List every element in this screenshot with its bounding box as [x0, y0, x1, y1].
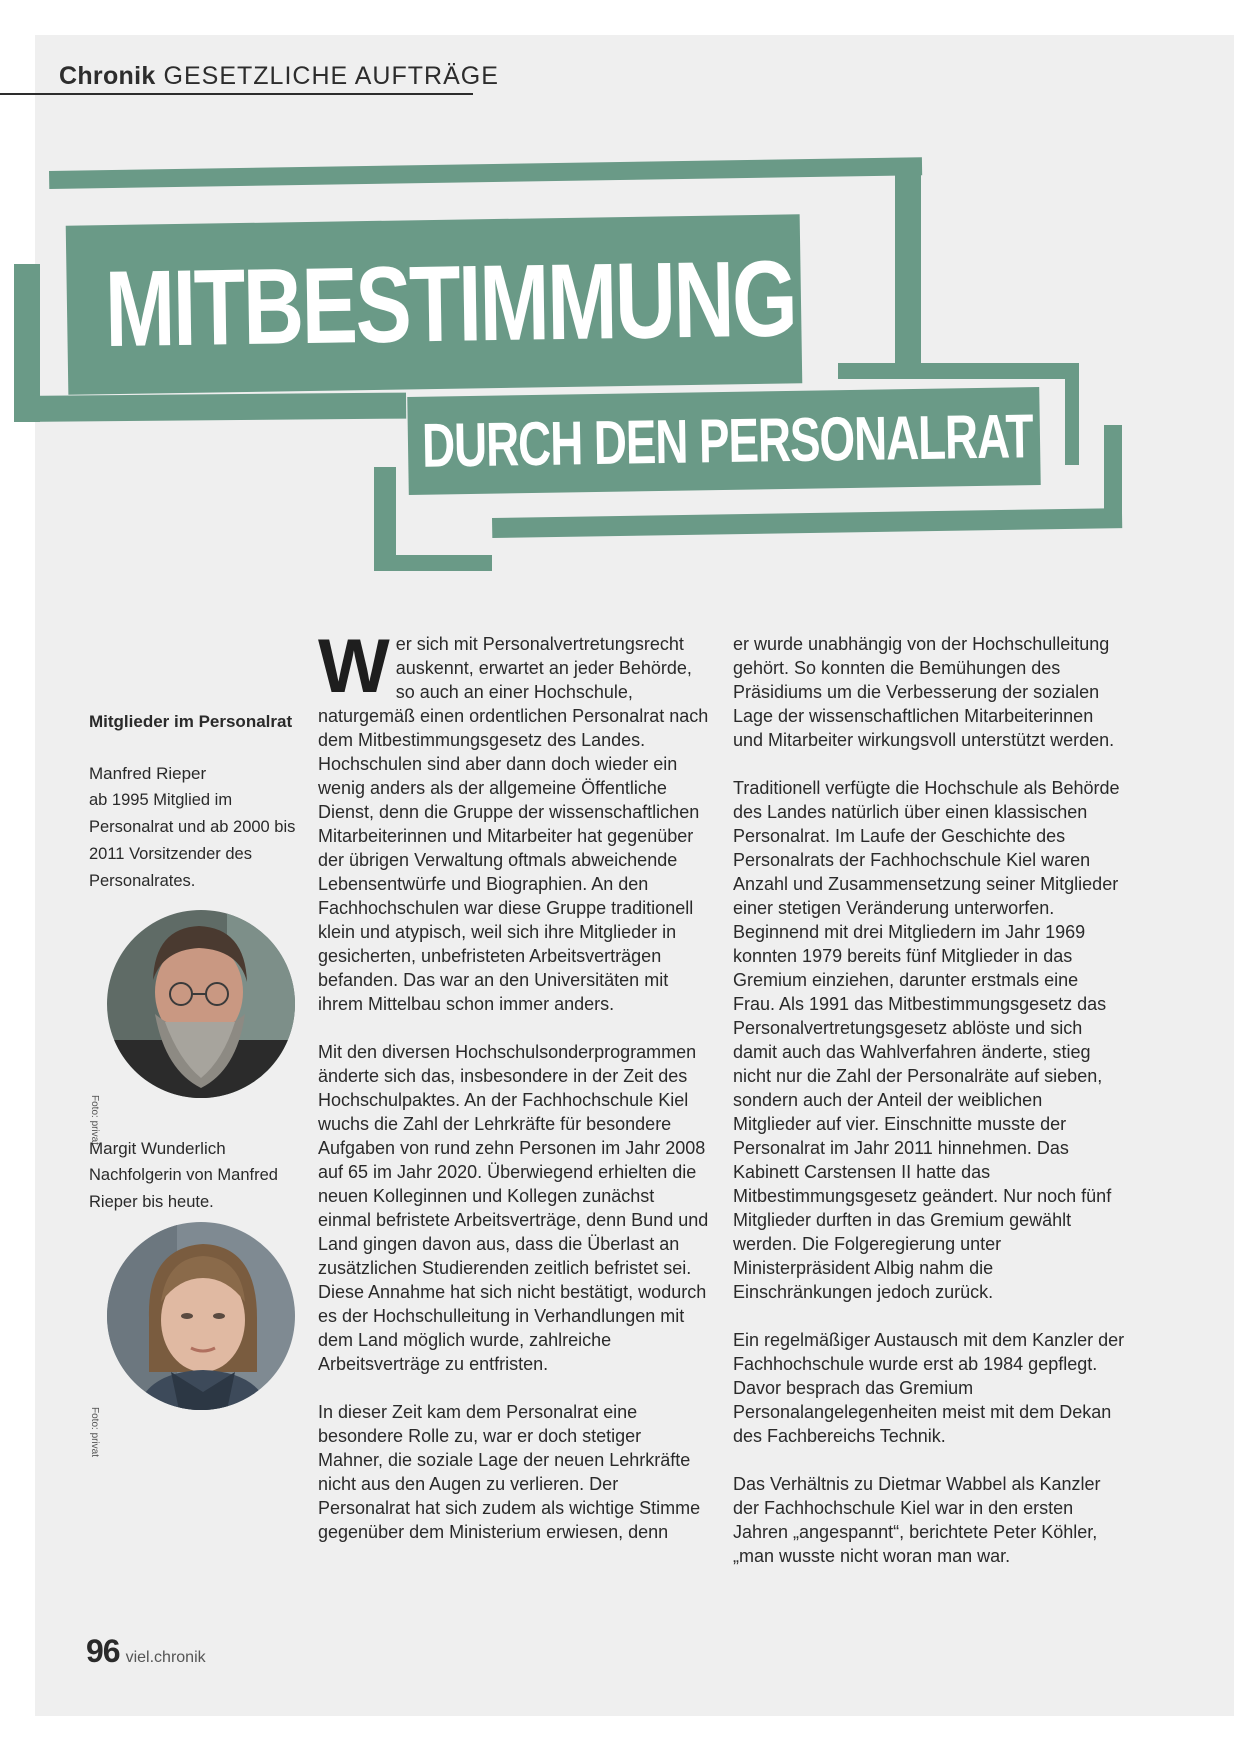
article-paragraph: In dieser Zeit kam dem Personalrat eine besondere Rolle zu, war er doch stetiger Mahner, die soziale Lage der neuen Lehrkräfte nicht aus den Augen zu verlieren. Der Personalrat hat sich zudem als wichtige Stimme gegenüber dem Ministerium erwiesen, denn: [318, 1402, 701, 1542]
frame-bar-right-top: [895, 158, 921, 363]
portrait-photo-2: [107, 1222, 295, 1410]
title-block-1: [66, 214, 803, 395]
frame-bar-bottom-left: [374, 467, 396, 569]
article-paragraph: er wurde unabhängig von der Hochschulleitung gehört. So konnten die Bemühungen des Präsidiums um die Verbesserung der sozialen Lage der wissenschaftlichen Mitarbeiterinnen und Mitarbeiter wirkungsvoll unterstützt werden.: [733, 634, 1115, 750]
member-2: [89, 1135, 299, 1216]
portrait-photo-1: [107, 910, 295, 1098]
frame-bar-right-mid: [1065, 363, 1079, 465]
section-label: Chronik: [59, 62, 156, 90]
member-name: Margit Wunderlich: [89, 1139, 226, 1158]
article-paragraph: [318, 624, 710, 1016]
member-name: Manfred Rieper: [89, 764, 207, 783]
title-sub: DURCH DEN PERSONALRAT: [421, 402, 1034, 481]
member-description: Nachfolgerin von Manfred Rieper bis heute.: [89, 1166, 278, 1211]
article-paragraph: Mit den diversen Hochschulsonderprogrammen änderte sich das, insbesondere in der Zeit des Hochschulpaktes. An der Fachhochschule Kiel wuchs die Zahl der Lehrkräfte für besondere Aufgaben von rund zehn Personen im Jahr 2008 auf 65 im Jahr 2020. Überwiegend erhielten die neuen Kolleginnen und Kollegen zunächst einmal befristete Arbeitsverträge, denn Bund und Land gingen davon aus, dass die Überlast an zusätzlichen Studierenden zeitlich befristet sei. Diese Annahme hat sich nicht bestätigt, wodurch es der Hochschulleitung in Verhandlungen mit dem Land möglich wurde, zahlreiche Arbeitsverträge zu entfristen.: [318, 1042, 709, 1374]
article-paragraph: Ein regelmäßiger Austausch mit dem Kanzler der Fachhochschule wurde erst ab 1984 gepflegt. Davor besprach das Gremium Personalangelegenheiten meist mit dem Dekan des Fachbereichs Technik.: [733, 1330, 1125, 1446]
member-description: ab 1995 Mitglied im Personalrat und ab 2000 bis 2011 Vorsitzender des Personalrates.: [89, 791, 296, 890]
article-paragraph-text: er sich mit Personalvertretungsrecht auskennt, erwartet an jeder Behörde, so auch an einer Hochschule, naturgemäß einen ordentlichen Personalrat nach dem Mitbestimmungsgesetz des Landes. Hochschulen sind aber dann doch wieder ein wenig anders als der allgemeine Öffentliche Dienst, denn die Gruppe der wissenschaftlichen Mitarbeiterinnen und Mitarbeiter hat gegenüber der übrigen Verwaltung oftmals abweichende Lebensentwürfe und Biographien. An den Fachhochschulen war diese Gruppe traditionell klein und atypisch, weil sich ihre Mitglieder in gesicherten, unbefristeten Arbeitsverträgen befanden. Das war an den Universitäten mit ihrem Mittelbau schon immer anders.: [318, 634, 709, 1014]
sidebar-heading: Mitglieder im Personalrat: [89, 712, 293, 731]
article-paragraph: Traditionell verfügte die Hochschule als Behörde des Landes natürlich über einen klassischen Personalrat. Im Laufe der Geschichte des Personalrats der Fachhochschule Kiel waren Anzahl und Zusammensetzung seiner Mitglieder einer stetigen Veränderung unterworfen. Beginnend mit drei Mitgliedern im Jahr 1969 konnten 1979 bereits fünf Mitglieder in das Gremium einziehen, darunter erstmals eine Frau. Als 1991 das Mitbestimmungsgesetz das Personalvertretungsgesetz ablöste und sich damit auch das Wahlverfahren änderte, stieg nicht nur die Zahl der Personalräte auf sieben, sondern auch der Anteil der weiblichen Mitglieder auf vier. Einschnitte musste der Personalrat im Jahr 2011 hinnehmen. Das Kabinett Carstensen II hatte das Mitbestimmungsgesetz geändert. Nur noch fünf Mitglieder durften in das Gremium gewählt werden. Die Folgeregierung unter Ministerpräsident Albig nahm die Einschränkungen jedoch zurück.: [733, 778, 1120, 1302]
title-block-2: [407, 387, 1040, 495]
article-column-2: [733, 632, 1125, 1592]
photo-credit-2: Foto: privat: [89, 1407, 100, 1458]
frame-bar-mid-right: [838, 363, 1078, 379]
page-footer: [86, 1633, 206, 1670]
publication-name: viel.chronik: [125, 1649, 206, 1666]
page-number: 96: [86, 1633, 120, 1669]
member-1: [89, 760, 299, 895]
section-header: [59, 62, 499, 91]
photo-credit-1: Foto: privat: [89, 1095, 100, 1146]
section-title: GESETZLICHE AUFTRÄGE: [163, 62, 499, 90]
frame-bar-left-bottom: [14, 393, 406, 422]
article-paragraph: Das Verhältnis zu Dietmar Wabbel als Kanzler der Fachhochschule Kiel war in den ersten Jahren „angespannt“, berichtete Peter Köhler, „man wusste nicht woran man war.: [733, 1474, 1101, 1566]
article-column-1: [318, 624, 710, 1568]
drop-cap: W: [318, 624, 390, 709]
header-rule: [0, 93, 473, 95]
title-main: MITBESTIMMUNG: [104, 237, 797, 370]
frame-bar-bottom-left-foot: [374, 555, 492, 571]
